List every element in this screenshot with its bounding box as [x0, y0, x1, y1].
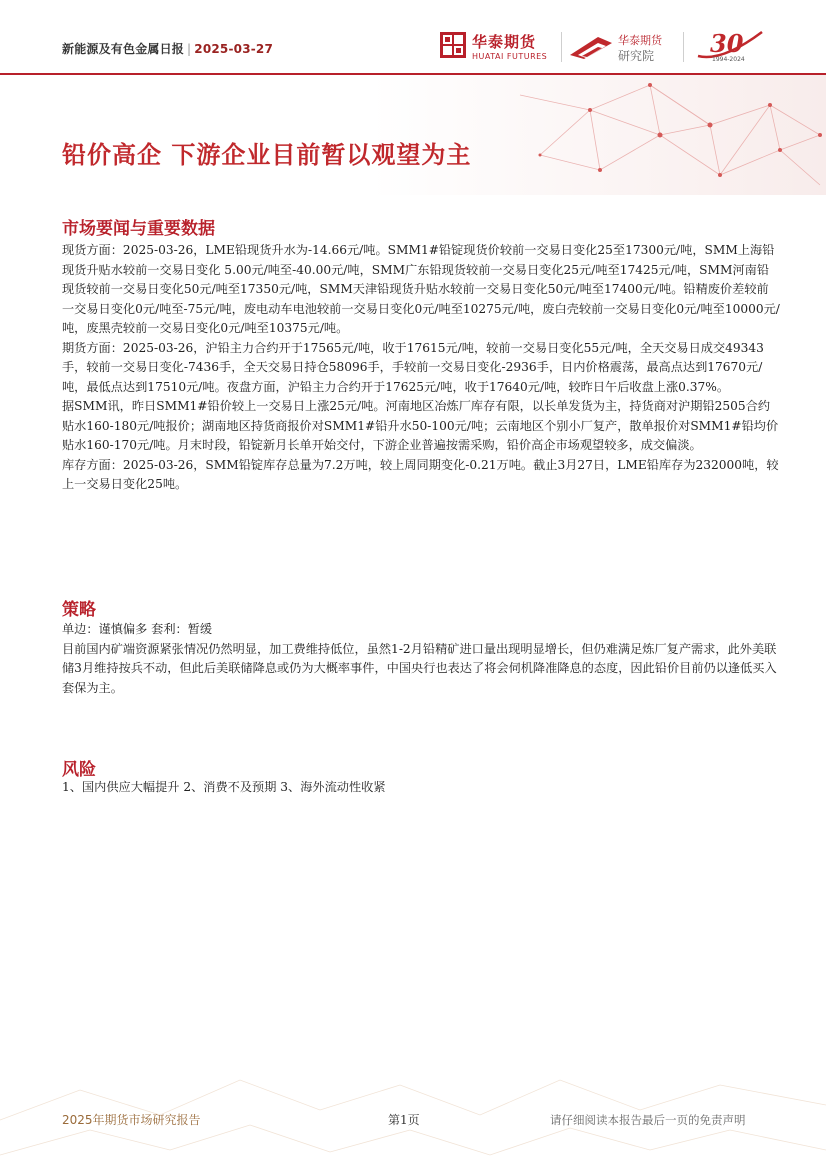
logo-divider [683, 32, 684, 62]
anniversary-logo [692, 26, 772, 68]
futures-paragraph: 期货方面：2025-03-26，沪铅主力合约开于17565元/吨，收于17615元/吨，较前一交易日变化55元/吨，全天交易日成交49343手，较前一交易日变化-7436手，全天交易日持仓58096手，手较前一交易日变化-2936手，日内价格震荡，最高点达到17670元/吨，最低点达到17510元/吨。夜盘方面，沪铅主力合约开于17625元/吨，收于17640元/吨，较昨日午后收盘上涨0.37%。 [62, 340, 764, 394]
risk-items: 1、国内供应大幅提升 2、消费不及预期 3、海外流动性收紧 [62, 780, 386, 794]
strategy-body [62, 620, 780, 698]
logo-en-text: HUATAI FUTURES [472, 52, 548, 61]
smm-paragraph: 据SMM讯，昨日SMM1#铅价较上一交易日上涨25元/吨。河南地区冶炼厂库存有限，以长单发货为主，持货商对沪期铅2505合约贴水160-180元/吨报价；湖南地区持货商报价对SMM1#铅升水50-100元/吨；云南地区个别小厂复产，散单报价对SMM1#铅均价贴水160-170元/吨。月末时段，铅锭新月长单开始交付，下游企业普遍按需采购，铅价高企市场观望较多，成交偏淡。 [62, 399, 779, 452]
market-news-body [62, 241, 780, 495]
logo-divider [561, 32, 562, 62]
institute-line-1: 华泰期货 [618, 34, 662, 47]
spot-paragraph: 现货方面：2025-03-26，LME铅现货升水为-14.66元/吨。SMM1#铅锭现货价较前一交易日变化25至17300元/吨，SMM上海铅现货升贴水较前一交易日变化 5.00元/吨至-40.00元/吨，SMM广东铅现货较前一交易日变化25元/吨至17425元/吨，SMM河南铅现货较前一交易日变化50元/吨至17350元/吨，SMM天津铅现货升贴水较前一交易日变化50元/吨至17400元/吨。铅精废价差较前一交易日变化0元/吨至-75元/吨，废电动车电池较前一交易日变化0元/吨至10275元/吨，废白壳较前一交易日变化0元/吨至10000元/吨，废黑壳较前一交易日变化0元/吨至10375元/吨。 [62, 243, 780, 335]
strategy-summary: 单边：谨慎偏多 套利：暂缓 [62, 622, 213, 636]
huatai-futures-logo [440, 30, 555, 66]
network-decoration-icon [480, 75, 826, 195]
institute-line-2: 研究院 [618, 49, 655, 63]
report-series-title [62, 40, 273, 57]
series-name: 新能源及有色金属日报 [62, 42, 185, 56]
anniversary-30-icon [692, 26, 772, 60]
report-date: 2025-03-27 [194, 42, 274, 56]
section-heading-strategy: 策略 [62, 600, 96, 620]
section-heading-market: 市场要闻与重要数据 [62, 219, 215, 239]
risk-body [62, 778, 780, 798]
page-header [0, 0, 826, 75]
huatai-logo-icon [440, 32, 466, 58]
disclaimer-note: 请仔细阅读本报告最后一页的免责声明 [550, 1113, 746, 1127]
section-heading-risk: 风险 [62, 760, 96, 780]
page-number: 第1页 [388, 1113, 420, 1127]
footer-report-name: 2025年期货市场研究报告 [62, 1113, 201, 1127]
institute-logo-icon [568, 33, 614, 63]
title-separator: | [187, 42, 192, 56]
strategy-paragraph: 目前国内矿端资源紧张情况仍然明显，加工费维持低位，虽然1-2月铅精矿进口量出现明显增长，但仍难满足炼厂复产需求，此外美联储3月维持按兵不动，但此后美联储降息或仍为大概率事件，中国央行也表达了将会伺机降准降息的态度，因此铅价目前仍以逢低买入套保为主。 [62, 641, 777, 695]
inventory-paragraph: 库存方面：2025-03-26，SMM铅锭库存总量为7.2万吨，较上周同期变化-0.21万吨。截止3月27日，LME铅库存为232000吨，较上一交易日变化25吨。 [62, 457, 779, 491]
research-institute-logo [568, 30, 678, 66]
logo-cn-text: 华泰期货 [472, 33, 537, 51]
report-headline: 铅价高企 下游企业目前暂以观望为主 [62, 141, 472, 169]
anniversary-years: 1994-2024 [712, 56, 745, 63]
anniversary-number: 30 [710, 29, 744, 58]
